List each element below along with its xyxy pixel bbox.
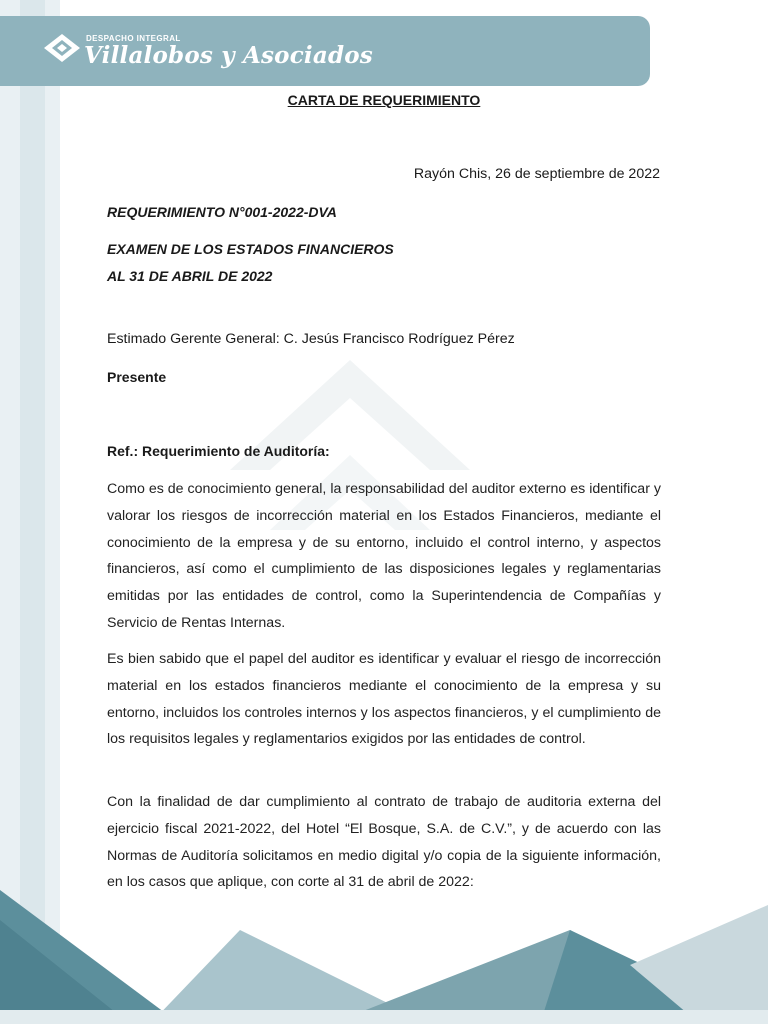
salutation: Estimado Gerente General: C. Jesús Francisco Rodríguez Pérez	[107, 331, 515, 347]
exam-line-2: AL 31 DE ABRIL DE 2022	[107, 268, 273, 284]
paragraph-2: Es bien sabido que el papel del auditor es identificar y evaluar el riesgo de incorrección material en los estados financieros mediante el conocimiento de la empresa y su entorno, incluidos los controles internos y los aspectos financieros, y el cumplimiento de los requisitos legales y reglamentarios exigidos por las entidades de control.	[107, 651, 661, 748]
logo-top-text: DESPACHO INTEGRAL	[86, 34, 181, 43]
paragraph-3: Con la finalidad de dar cumplimiento al contrato de trabajo de auditoria externa del ejercicio fiscal 2021-2022, del Hotel “El Bosque, S.A. de C.V.”, y de acuerdo con las Normas de Auditoría solicitamos en medio digital y/o copia de la siguiente información, en los casos que aplique, con corte al 31 de abril de 2022:	[107, 794, 661, 891]
exam-line-1: EXAMEN DE LOS ESTADOS FINANCIEROS	[107, 241, 394, 257]
presente-label: Presente	[107, 369, 167, 385]
paragraph-1: Como es de conocimiento general, la responsabilidad del auditor externo es identificar y valorar los riesgos de incorrección material en los Estados Financieros, mediante el conocimiento de la empresa y de su entorno, incluido el control interno, y aspectos financieros, así como el cumplimiento de las disposiciones legales y reglamentarias emitidas por las entidades de control, como la Superintendencia de Compañías y Servicio de Rentas Internas.	[107, 481, 661, 631]
logo-main-text: Villalobos y Asociados	[84, 42, 373, 69]
letter-title: CARTA DE REQUERIMIENTO	[287, 92, 481, 108]
place-date: Rayón Chis, 26 de septiembre de 2022	[413, 166, 660, 182]
requirement-number: REQUERIMIENTO N°001-2022-DVA	[107, 204, 337, 220]
reference-line: Ref.: Requerimiento de Auditoría:	[107, 443, 330, 459]
